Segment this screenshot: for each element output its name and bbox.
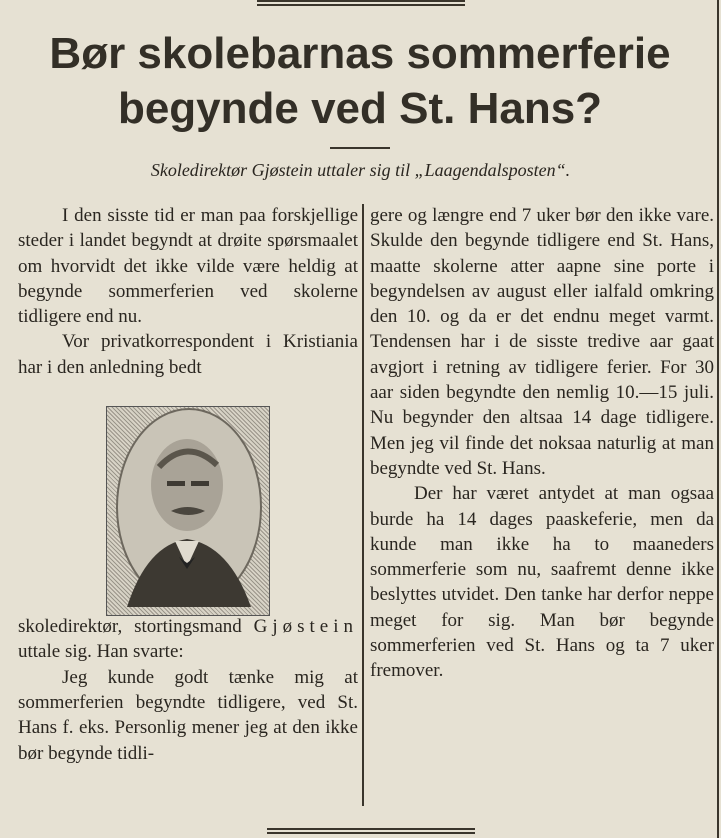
headline bbox=[10, 26, 710, 136]
paragraph-3-start: skoledirektør, stortingsmand bbox=[18, 616, 254, 638]
portrait-photo bbox=[106, 406, 270, 616]
paragraph-2: Vor privatkorrespondent i Kristiania har i den anledning bedt bbox=[18, 331, 358, 378]
paragraph-6: Der har været antydet at man ogsaa burde ha 14 dages paaskeferie, men da kunde man ikke ha to maaneders sommerferie som nu, saafremt denne ikke beslуttes utvidet. Den tanke har derfor neppe meget for sig. Man bør begynde sommerferien ved St. Hans og ta 7 uker fremover. bbox=[370, 483, 714, 682]
paragraph-1: I den sisste tid er man paa forskjellige steder i landet begyndt at drøite spørsmaalet om hvorvidt det ikke vilde være heldig at begynde sommerferien ved skolerne tidligere end nu. bbox=[18, 205, 358, 328]
column-divider bbox=[362, 204, 364, 806]
headline-line-1: Bør skolebarnas sommerferie bbox=[49, 29, 671, 78]
subtitle: Skoledirektør Gjøstein uttaler sig til „Laagendalsposten“. bbox=[150, 160, 571, 180]
paragraph-3-end: uttale sig. Han svarte: bbox=[18, 641, 184, 663]
headline-line-2: begynde ved St. Hans? bbox=[117, 84, 603, 133]
person-name: Gjøstein bbox=[253, 616, 358, 638]
top-rule bbox=[257, 0, 465, 6]
paragraph-3 bbox=[18, 614, 358, 665]
page-edge-line bbox=[717, 0, 719, 838]
right-column bbox=[370, 203, 714, 684]
paragraph-5: gere og længre end 7 uker bør den ikke vare. Skulde den begynde tidligere end St. Hans, maatte skolerne atter aapne sine porte i begyndelsen av august eller ialfald omkring den 10. og da er det endnu meget varmt. Tendensen har i de sisste tredive aar gaat avgjort i retning av tidligere ferier. For 30 aar siden begyndte den nemlig 10.—15 juli. Nu begynder den altsaa 14 dage tidligere. Men jeg vil finde det noksaa naturlig at man begyndte ved St. Hans. bbox=[370, 205, 714, 479]
headline-underline bbox=[330, 147, 390, 149]
paragraph-4: Jeg kunde godt tænke mig at sommerferien begyndte tidligere, ved St. Hans f. eks. Personlig mener jeg at den ikke bør begynde tidli- bbox=[18, 666, 358, 764]
portrait-frame bbox=[18, 394, 358, 612]
bottom-rule bbox=[267, 828, 475, 834]
left-column bbox=[18, 203, 358, 766]
